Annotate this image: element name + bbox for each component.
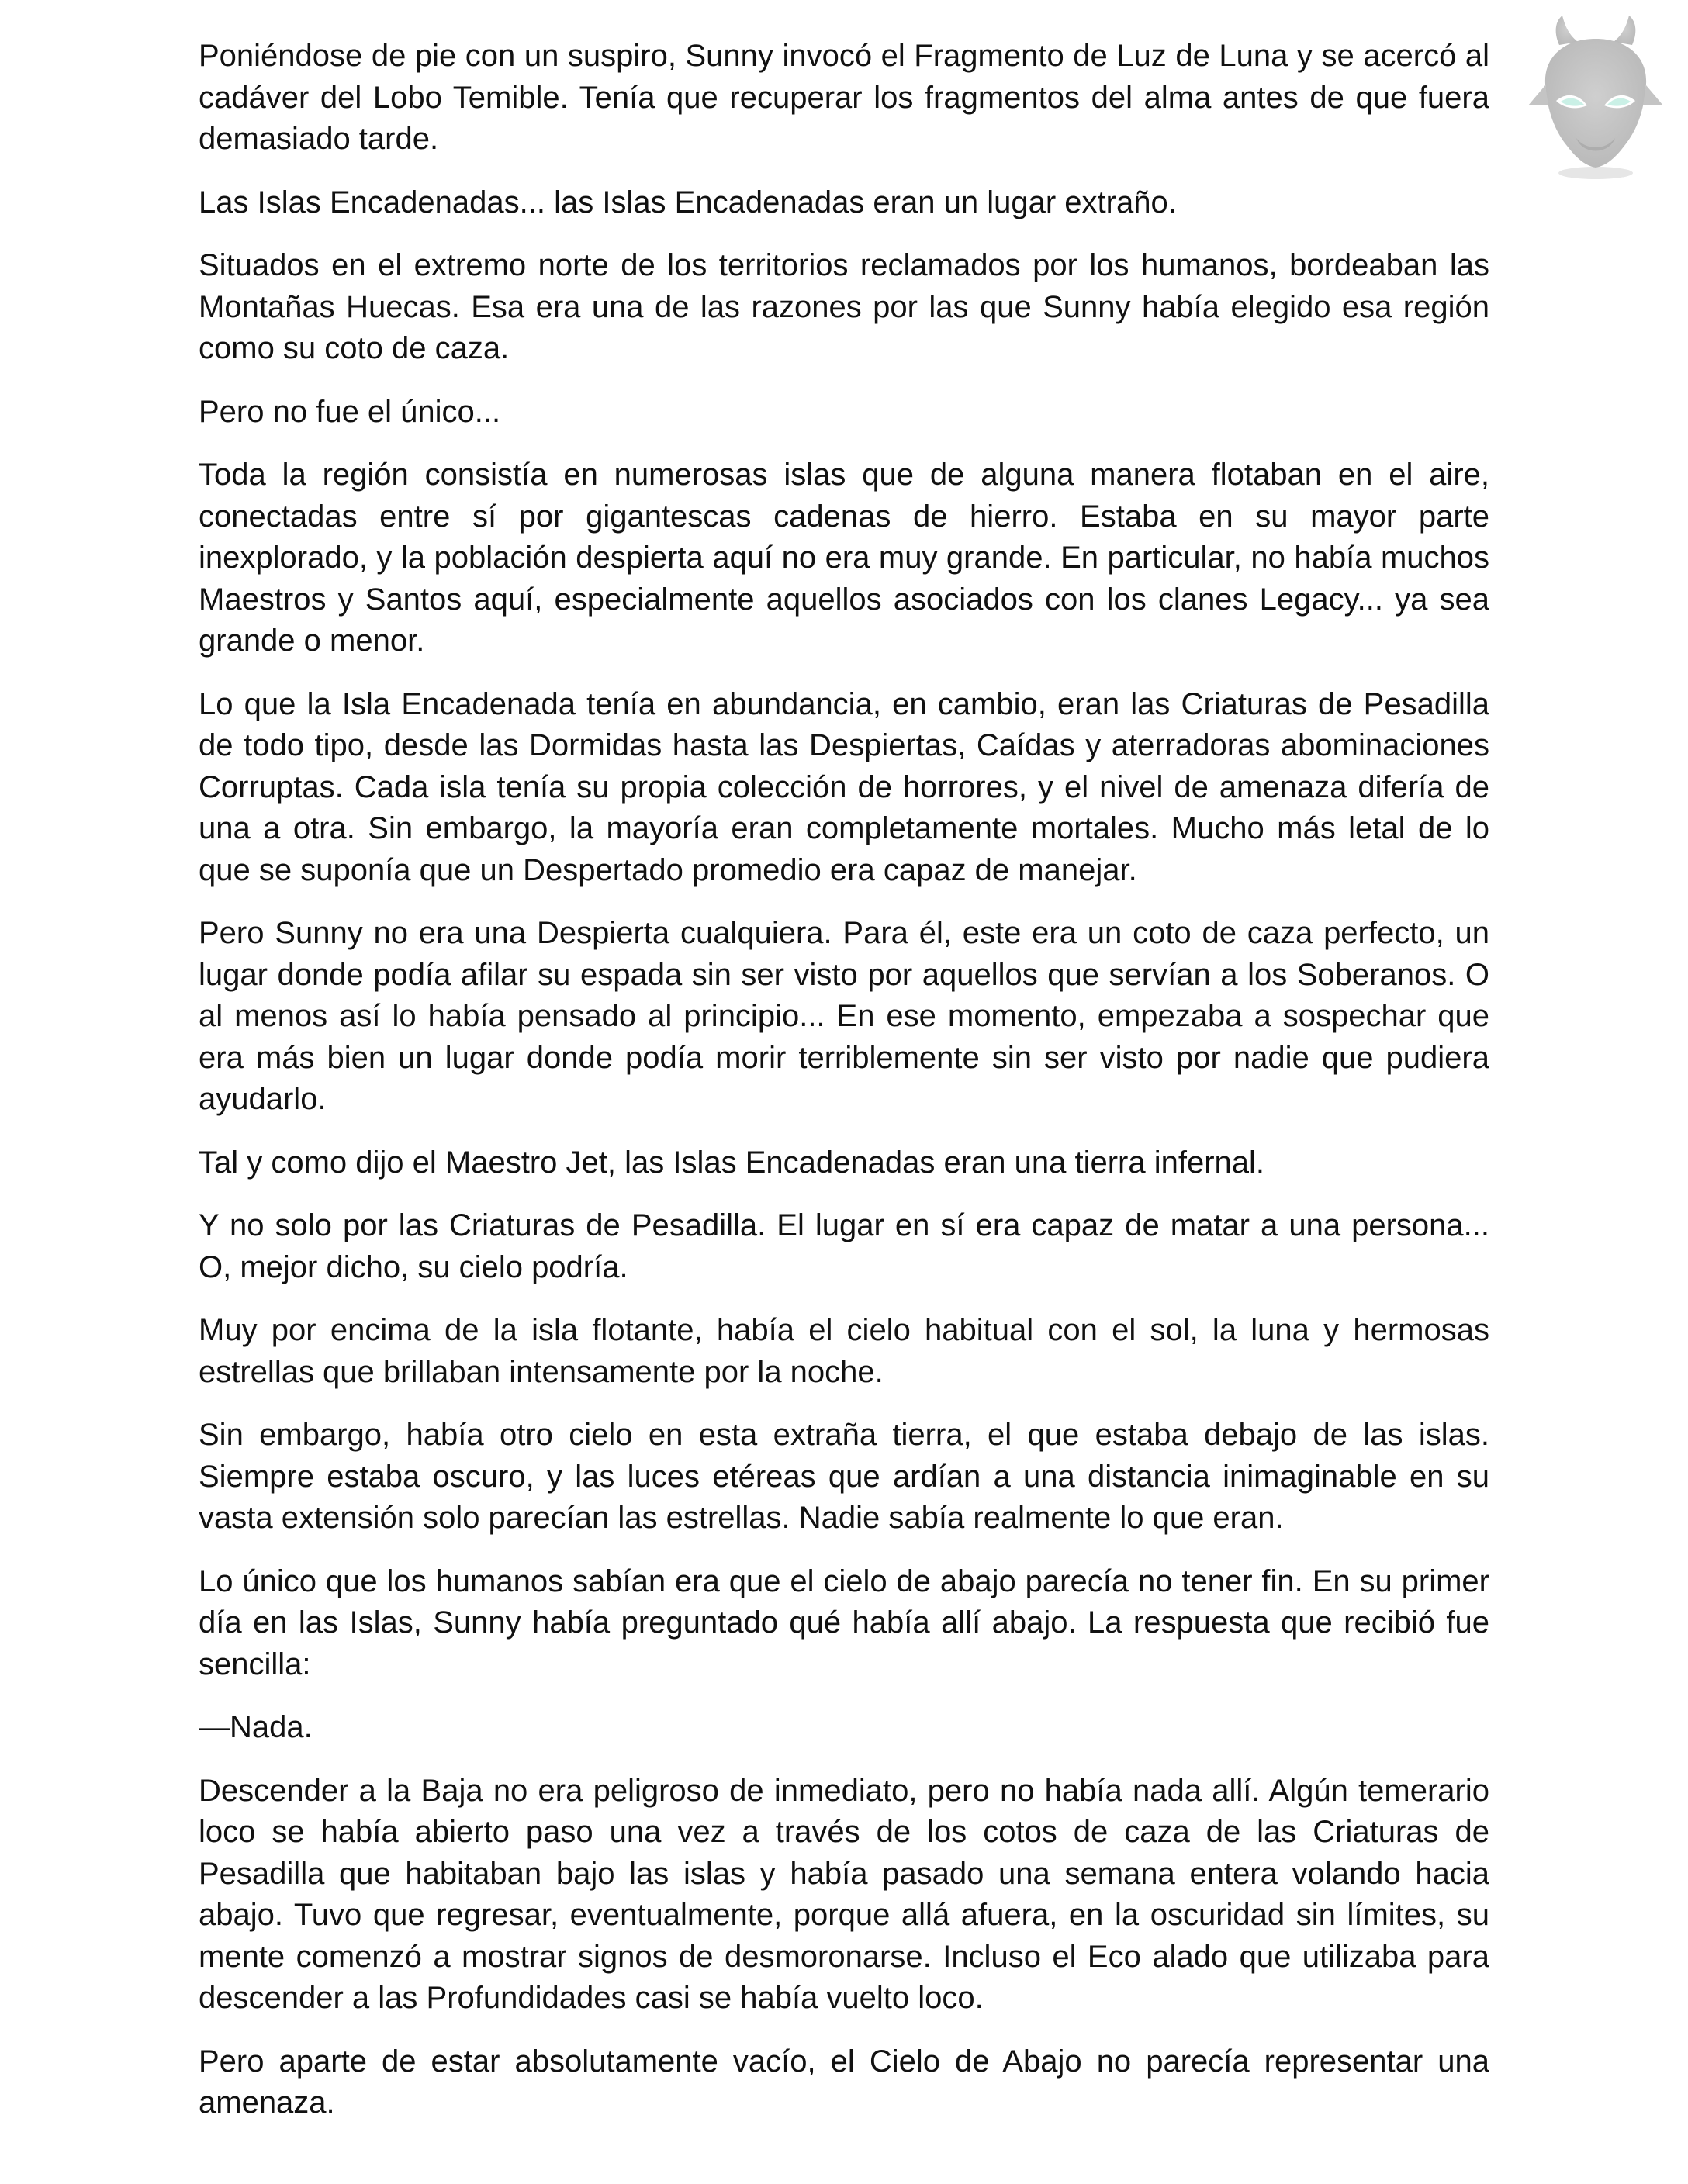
paragraph: Descender a la Baja no era peligroso de inmediato, pero no había nada allí. Algún temerario loco se había abierto paso una vez a través de los cotos de caza de las Criaturas de Pesadilla que habitaban bajo las islas y había pasado una semana entera volando hacia abajo. Tuvo que regresar, eventualmente, porque allá afuera, en la oscuridad sin límites, su mente comenzó a mostrar signos de desmoronarse. Incluso el Eco alado que utilizaba para descender a las Profundidades casi se había vuelto loco. [199,1773,1489,2015]
paragraph: Situados en el extremo norte de los territorios reclamados por los humanos, bordeaban las Montañas Huecas. Esa era una de las razones por las que Sunny había elegido esa región como su coto de caza. [199,248,1489,365]
paragraph: Muy por encima de la isla flotante, había el cielo habitual con el sol, la luna y hermosas estrellas que brillaban intensamente por la noche. [199,1313,1489,1389]
paragraph: Pero aparte de estar absolutamente vacío, el Cielo de Abajo no parecía representar una amenaza. [199,2044,1489,2120]
paragraph: Lo único que los humanos sabían era que el cielo de abajo parecía no tener fin. En su primer día en las Islas, Sunny había preguntado qué había allí abajo. La respuesta que recibió fue sencilla: [199,1564,1489,1681]
paragraph: Pero Sunny no era una Despierta cualquiera. Para él, este era un coto de caza perfecto, un lugar donde podía afilar su espada sin ser visto por aquellos que servían a los Soberanos. O al menos así lo había pensado al principio... En ese momento, empezaba a sospechar que era más bien un lugar donde podía morir terriblemente sin ser visto por nadie que pudiera ayudarlo. [199,916,1489,1116]
paragraph: Sin embargo, había otro cielo en esta extraña tierra, el que estaba debajo de las islas. Siempre estaba oscuro, y las luces etéreas que ardían a una distancia inimaginable en su vasta extensión solo parecían las estrellas. Nadie sabía realmente lo que eran. [199,1418,1489,1535]
paragraph: Y no solo por las Criaturas de Pesadilla. El lugar en sí era capaz de matar a una persona... O, mejor dicho, su cielo podría. [199,1208,1489,1284]
paragraph: Las Islas Encadenadas... las Islas Encadenadas eran un lugar extraño. [199,185,1177,219]
paragraph: Poniéndose de pie con un suspiro, Sunny invocó el Fragmento de Luz de Luna y se acercó al cadáver del Lobo Temible. Tenía que recuperar los fragmentos del alma antes de que fuera demasiado tarde. [199,39,1489,156]
demon-mask-icon [1522,14,1669,185]
paragraph: Toda la región consistía en numerosas islas que de alguna manera flotaban en el aire, conectadas entre sí por gigantescas cadenas de hierro. Estaba en su mayor parte inexplorado, y la población despierta aquí no era muy grande. En particular, no había muchos Maestros y Santos aquí, especialmente aquellos asociados con los clanes Legacy... ya sea grande o menor. [199,458,1489,658]
paragraph: —Nada. [199,1710,313,1744]
document-body [199,36,1489,2146]
paragraph: Tal y como dijo el Maestro Jet, las Islas Encadenadas eran una tierra infernal. [199,1145,1265,1180]
paragraph: Lo que la Isla Encadenada tenía en abundancia, en cambio, eran las Criaturas de Pesadilla de todo tipo, desde las Dormidas hasta las Despiertas, Caídas y aterradoras abominaciones Corruptas. Cada isla tenía su propia colección de horrores, y el nivel de amenaza difería de una a otra. Sin embargo, la mayoría eran completamente mortales. Mucho más letal de lo que se suponía que un Despertado promedio era capaz de manejar. [199,686,1489,887]
paragraph: Pero no fue el único... [199,394,501,429]
